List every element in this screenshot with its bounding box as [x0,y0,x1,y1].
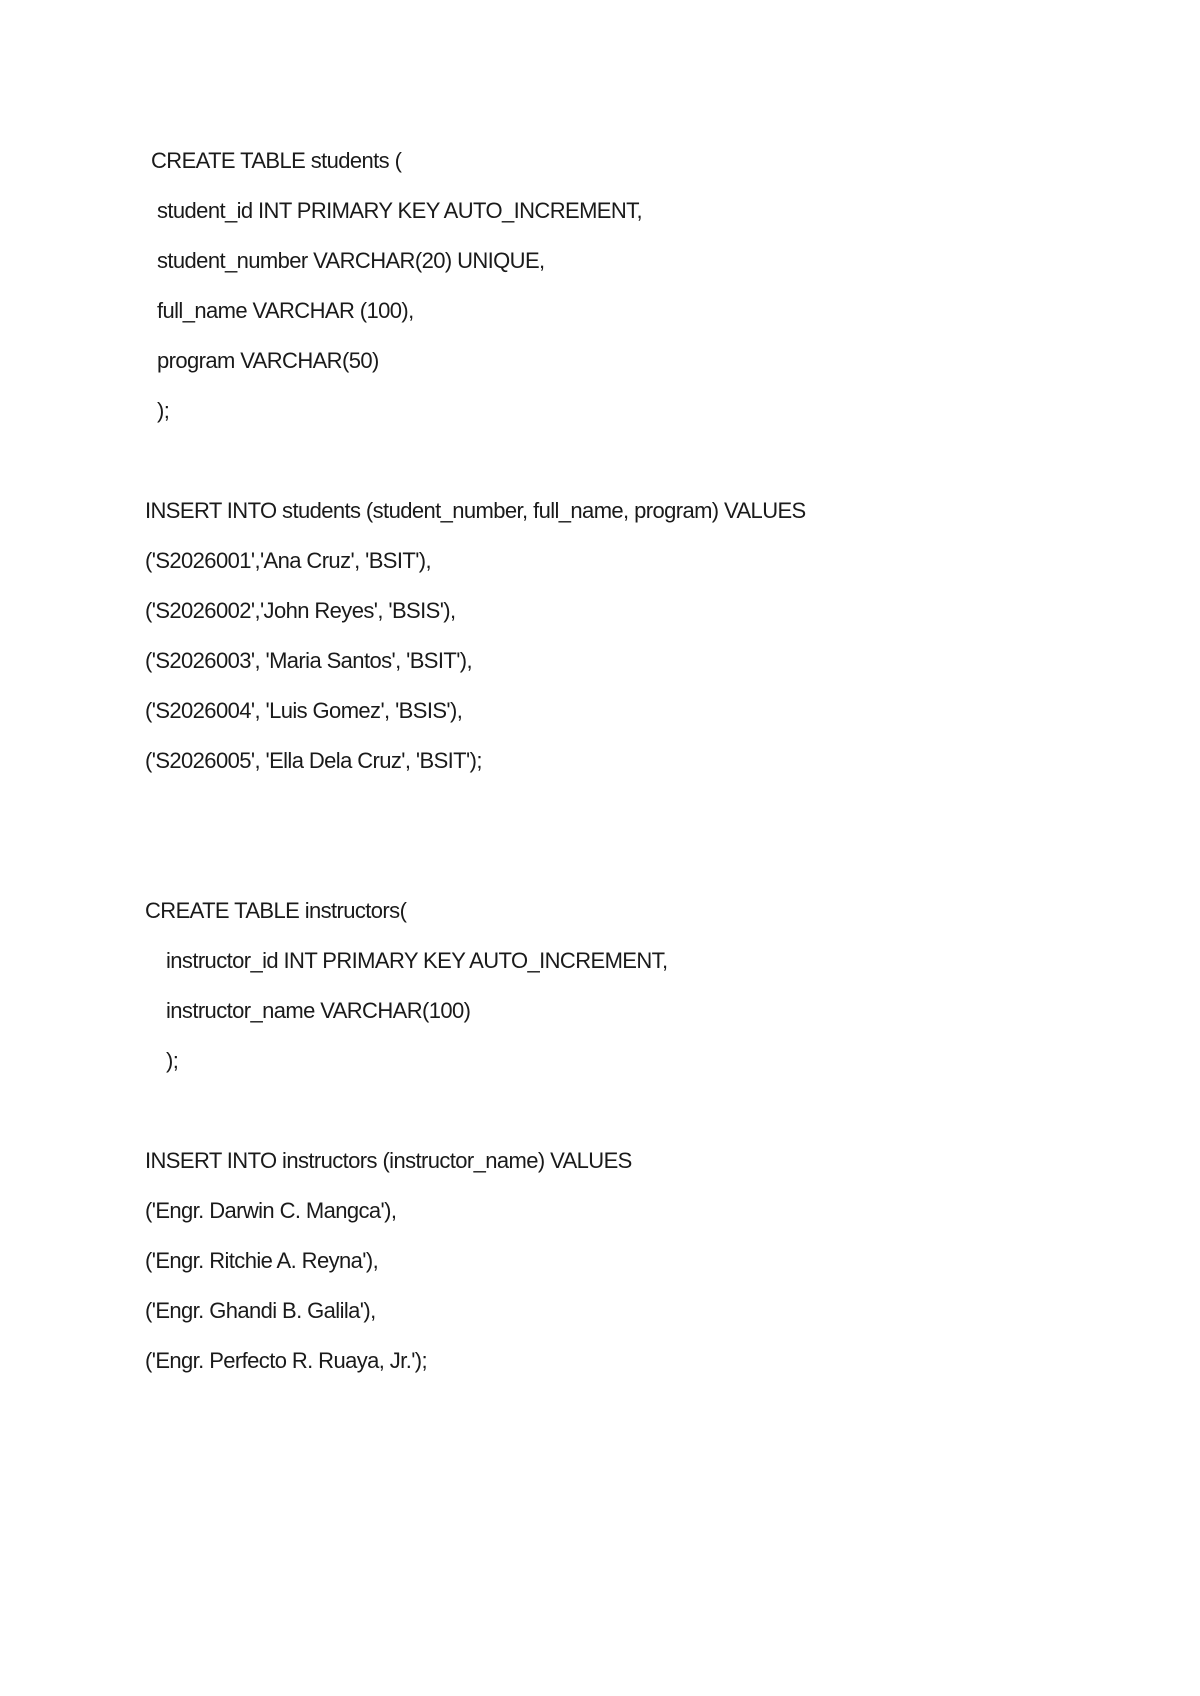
code-line: program VARCHAR(50) [157,348,379,373]
code-line: ); [157,398,170,423]
code-line: ); [166,1048,179,1073]
code-line: ('S2026004', 'Luis Gomez', 'BSIS'), [145,698,463,723]
code-line: full_name VARCHAR (100), [157,298,414,323]
code-line: instructor_name VARCHAR(100) [166,998,471,1023]
code-line: ('S2026002','John Reyes', 'BSIS'), [145,598,456,623]
code-line: student_id INT PRIMARY KEY AUTO_INCREMENT, [157,198,643,223]
code-line: CREATE TABLE instructors( [145,898,407,923]
code-line: ('Engr. Darwin C. Mangca'), [145,1198,397,1223]
code-line: ('Engr. Ghandi B. Galila'), [145,1298,376,1323]
code-line: ('S2026005', 'Ella Dela Cruz', 'BSIT'); [145,748,482,773]
code-line: ('Engr. Perfecto R. Ruaya, Jr.'); [145,1348,428,1373]
code-line: ('Engr. Ritchie A. Reyna'), [145,1248,379,1273]
code-line: instructor_id INT PRIMARY KEY AUTO_INCREMENT, [166,948,668,973]
code-line: CREATE TABLE students ( [151,148,402,173]
code-line: INSERT INTO instructors (instructor_name) VALUES [145,1148,632,1173]
code-line: ('S2026003', 'Maria Santos', 'BSIT'), [145,648,473,673]
code-line: student_number VARCHAR(20) UNIQUE, [157,248,545,273]
code-line: INSERT INTO students (student_number, full_name, program) VALUES [145,498,806,523]
code-line: ('S2026001','Ana Cruz', 'BSIT'), [145,548,432,573]
